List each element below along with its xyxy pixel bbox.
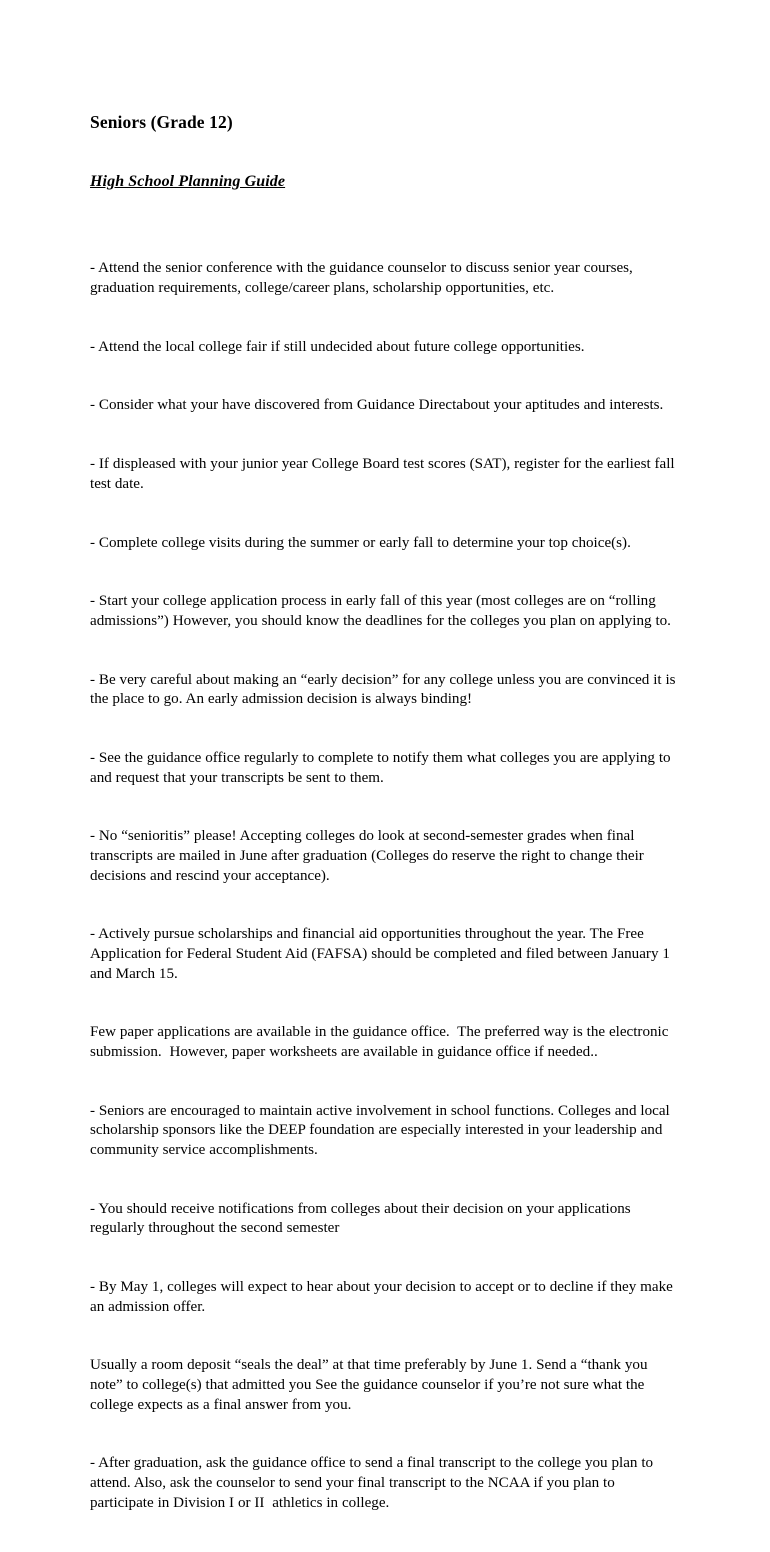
- document-body: [90, 192, 680, 1552]
- document-content: [90, 0, 680, 1552]
- body-paragraph: - Actively pursue scholarships and financial aid opportunities throughout the year. The Free Application for Federal Student Aid (FAFSA) should be completed and filed between January 1 and March 15.: [90, 926, 674, 982]
- body-paragraph: - Complete college visits during the summer or early fall to determine your top choice(s).: [90, 534, 631, 551]
- page-title: Seniors (Grade 12): [90, 112, 233, 132]
- body-paragraph: - Seniors are encouraged to maintain active involvement in school functions. Colleges and local scholarship sponsors like the DEEP foundation are especially interested in your leadership and community service accomplishments.: [90, 1102, 674, 1158]
- body-paragraph: - No “senioritis” please! Accepting colleges do look at second-semester grades when final transcripts are mailed in June after graduation (Colleges do reserve the right to change their decisions and rescind your acceptance).: [90, 828, 648, 884]
- body-paragraph: - See the guidance office regularly to complete to notify them what colleges you are applying to and request that your transcripts be sent to them.: [90, 750, 675, 786]
- body-paragraph: - Start your college application process in early fall of this year (most colleges are on “rolling admissions”) However, you should know the deadlines for the colleges you plan on applying to.: [90, 593, 671, 629]
- body-paragraph: Usually a room deposit “seals the deal” at that time preferably by June 1. Send a “thank you note” to college(s) that admitted you See the guidance counselor if you’re not sure what the college expects as a final answer from you.: [90, 1357, 652, 1413]
- body-paragraph: Few paper applications are available in the guidance office. The preferred way is the electronic submission. However, paper worksheets are available in guidance office if needed..: [90, 1024, 673, 1060]
- body-paragraph: - After graduation, ask the guidance office to send a final transcript to the college you plan to attend. Also, ask the counselor to send your final transcript to the NCAA if you plan to participate in Division I or II athletics in college.: [90, 1455, 657, 1511]
- body-paragraph: - Be very careful about making an “early decision” for any college unless you are convinced it is the place to go. An early admission decision is always binding!: [90, 671, 680, 708]
- body-paragraph: - Consider what your have discovered from Guidance Directabout your aptitudes and interests.: [90, 397, 664, 414]
- document-subtitle: High School Planning Guide: [90, 173, 286, 190]
- body-paragraph: - By May 1, colleges will expect to hear about your decision to accept or to decline if they make an admission offer.: [90, 1279, 677, 1315]
- body-paragraph: - You should receive notifications from colleges about their decision on your applications regularly throughout the second semester: [90, 1200, 635, 1237]
- body-paragraph: - Attend the senior conference with the guidance counselor to discuss senior year courses, graduation requirements, college/career plans, scholarship opportunities, etc.: [90, 260, 637, 296]
- body-paragraph: - Attend the local college fair if still undecided about future college opportunities.: [90, 338, 585, 355]
- body-paragraph: - If displeased with your junior year College Board test scores (SAT), register for the earliest fall test date.: [90, 456, 679, 492]
